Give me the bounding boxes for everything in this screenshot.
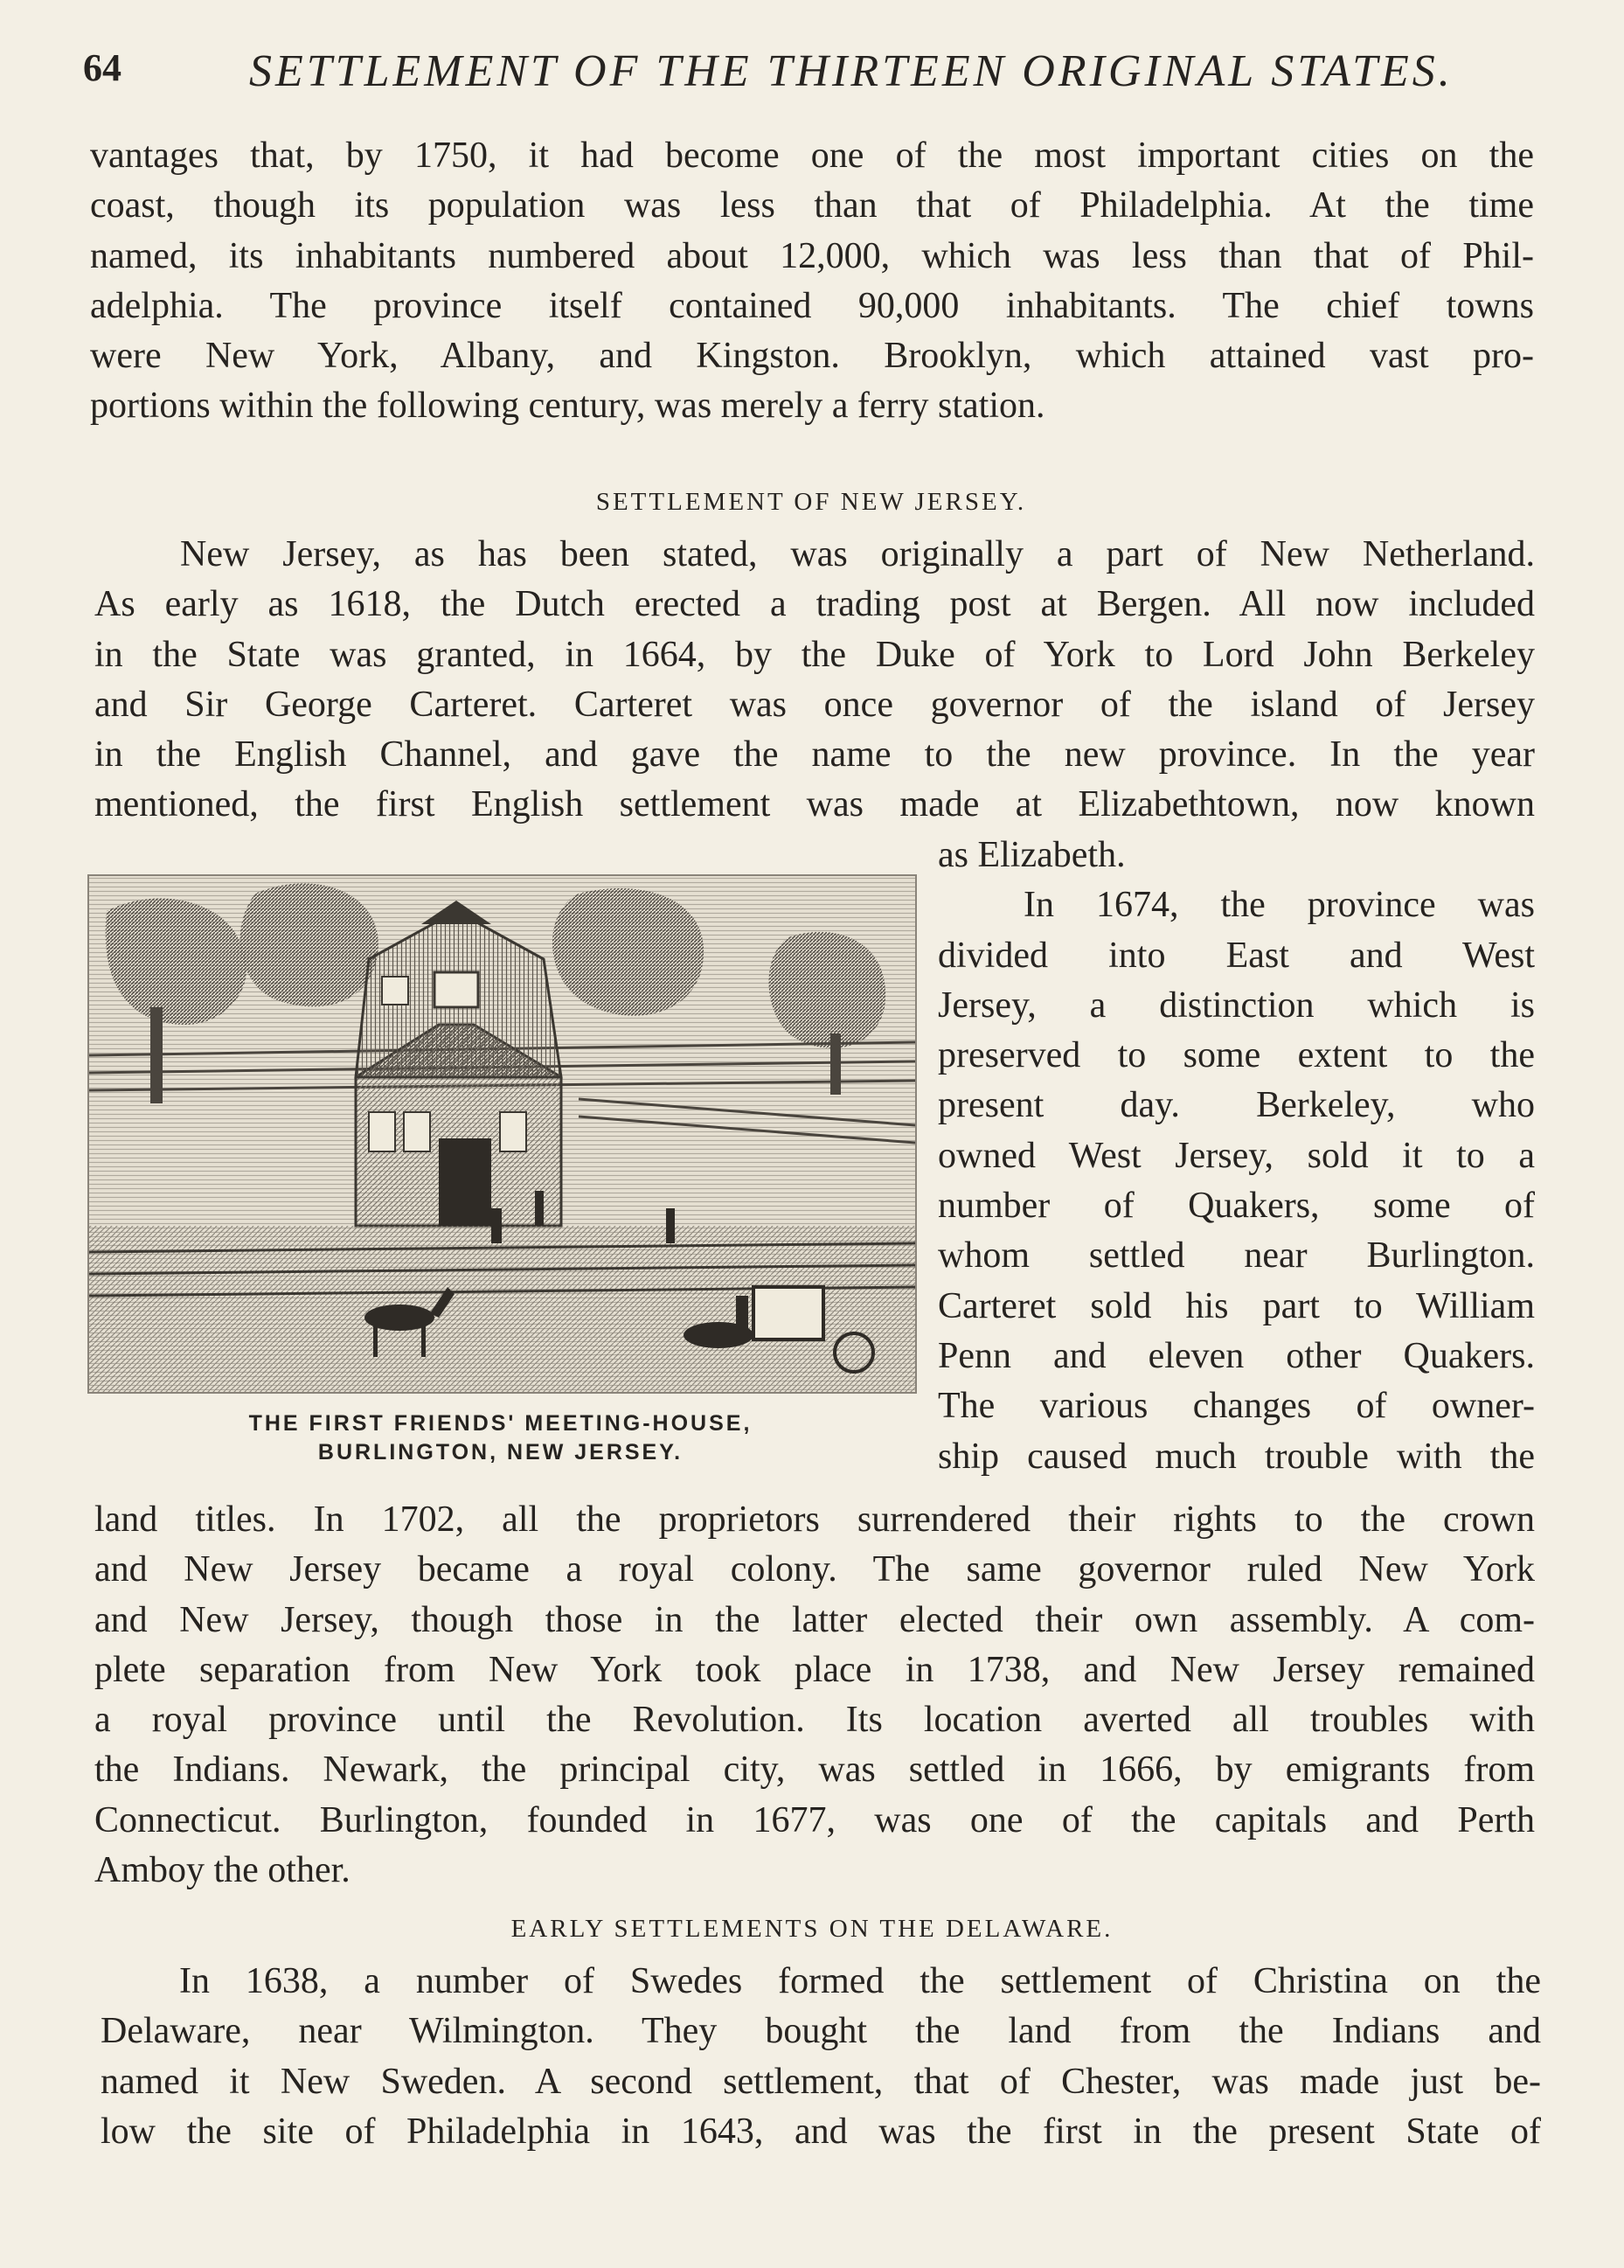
text-line: and Sir George Carteret. Carteret was once governor of the island of Jersey <box>94 684 1535 725</box>
text-line: owned West Jersey, sold it to a <box>938 1135 1535 1176</box>
text-line: and New Jersey, though those in the latter elected their own assembly. A com- <box>94 1599 1535 1640</box>
text-line: number of Quakers, some of <box>938 1186 1535 1227</box>
tree-center-left <box>240 883 378 1006</box>
text-line: named, its inhabitants numbered about 12,000, which was less than that of Phil- <box>90 235 1534 276</box>
text-line: plete separation from New York took place in 1738, and New Jersey remained <box>94 1649 1535 1690</box>
text-line: in the State was granted, in 1664, by the Duke of York to Lord John Berkeley <box>94 634 1535 675</box>
text-line: preserved to some extent to the <box>938 1035 1535 1076</box>
caption-line: BURLINGTON, NEW JERSEY. <box>317 1440 684 1464</box>
figure-caption <box>87 1409 913 1467</box>
text-line: present day. Berkeley, who <box>938 1085 1535 1126</box>
section-heading-delaware: EARLY SETTLEMENTS ON THE DELAWARE. <box>510 1915 1114 1943</box>
text-line: As early as 1618, the Dutch erected a trading post at Bergen. All now included <box>94 584 1535 625</box>
text-line: Amboy the other. <box>94 1850 350 1891</box>
text-line: ship caused much trouble with the <box>938 1436 1535 1477</box>
text-line: whom settled near Burlington. <box>938 1235 1535 1277</box>
engraving-illustration <box>89 876 915 1392</box>
text-line: named it New Sweden. A second settlement, that of Chester, was made just be- <box>101 2061 1541 2102</box>
text-line: Delaware, near Wilmington. They bought the land from the Indians and <box>101 2011 1541 2052</box>
page-number: 64 <box>83 46 121 89</box>
running-title: SETTLEMENT OF THE THIRTEEN ORIGINAL STATES. <box>249 46 1454 96</box>
new-jersey-paragraph-continued <box>94 1495 1535 1896</box>
text-line: vantages that, by 1750, it had become one of the most important cities on the <box>90 136 1534 176</box>
text-line: in the English Channel, and gave the name to the new province. In the year <box>94 734 1535 776</box>
text-line: coast, though its population was less than that of Philadelphia. At the time <box>90 185 1534 226</box>
text-line: divided into East and West <box>938 935 1535 976</box>
new-jersey-paragraph-narrow <box>938 831 1535 1482</box>
text-line: land titles. In 1702, all the proprietors surrendered their rights to the crown <box>94 1499 1535 1540</box>
text-line: Connecticut. Burlington, founded in 1677, was one of the capitals and Perth <box>94 1799 1535 1840</box>
text-line: New Jersey, as has been stated, was originally a part of New Netherland. <box>180 534 1535 574</box>
caption-line: THE FIRST FRIENDS' MEETING-HOUSE, <box>248 1411 753 1436</box>
text-line: mentioned, the first English settlement was made at Elizabethtown, now known <box>94 784 1535 825</box>
text-line: were New York, Albany, and Kingston. Brooklyn, which attained vast pro- <box>90 336 1534 377</box>
text-line: Jersey, a distinction which is <box>938 984 1535 1026</box>
text-line: In 1638, a number of Swedes formed the settlement of Christina on the <box>179 1961 1541 2001</box>
text-line: Carteret sold his part to William <box>938 1285 1535 1326</box>
new-jersey-paragraph-full <box>94 530 1535 831</box>
section-heading-new-jersey: SETTLEMENT OF NEW JERSEY. <box>595 488 1027 516</box>
text-line: In 1674, the province was <box>1024 885 1535 926</box>
text-line: low the site of Philadelphia in 1643, and was the first in the present State of <box>101 2111 1541 2152</box>
meeting-house-engraving <box>87 874 917 1394</box>
text-line: the Indians. Newark, the principal city, was settled in 1666, by emigrants from <box>94 1750 1535 1791</box>
text-line: as Elizabeth. <box>938 835 1126 875</box>
intro-paragraph <box>90 131 1534 432</box>
text-line: The various changes of owner- <box>938 1386 1535 1427</box>
text-line: and New Jersey became a royal colony. The same governor ruled New York <box>94 1549 1535 1590</box>
running-head <box>83 45 1454 115</box>
text-line: Penn and eleven other Quakers. <box>938 1335 1535 1376</box>
delaware-paragraph <box>101 1957 1541 2157</box>
text-line: adelphia. The province itself contained 90,000 inhabitants. The chief towns <box>90 285 1534 326</box>
text-line: portions within the following century, was merely a ferry station. <box>90 386 1045 427</box>
text-line: a royal province until the Revolution. Its location averted all troubles with <box>94 1700 1535 1741</box>
